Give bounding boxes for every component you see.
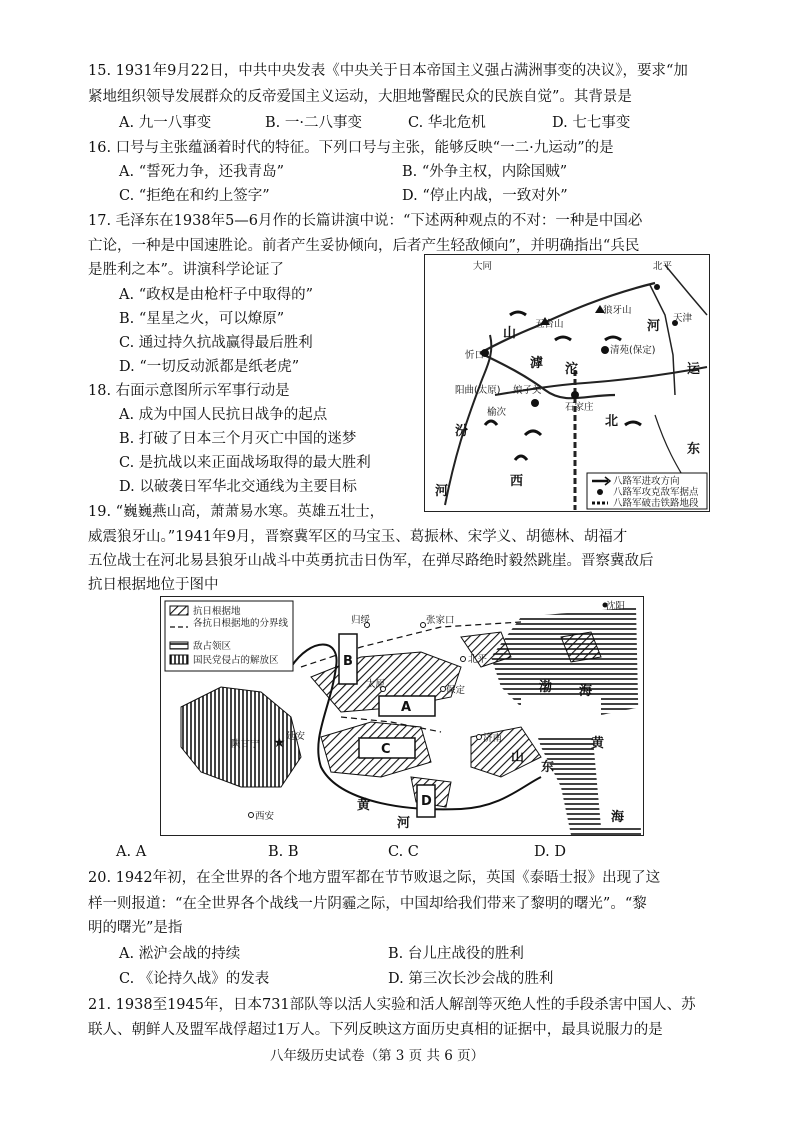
q20-option-b: B. 台儿庄战役的胜利: [388, 946, 524, 962]
map2-label-jinan: 济南: [483, 733, 503, 744]
q17-option-a: A. “政权是由枪杆子中取得的”: [119, 287, 314, 303]
q17-option-c: C. 通过持久抗战赢得最后胜利: [119, 335, 313, 351]
map2-label-guisui: 归绥: [351, 615, 371, 626]
q20-option-d: D. 第三次长沙会战的胜利: [388, 971, 554, 987]
map1-label-yuci: 榆次: [487, 407, 507, 418]
map2-label-shan: 山: [511, 750, 525, 765]
q18-option-c: C. 是抗战以来正面战场取得的最大胜利: [119, 455, 371, 471]
map2-legend-enemy: 敌占领区: [193, 641, 232, 652]
map2-box-a: A: [401, 700, 412, 715]
map1-label-fen: 汾: [455, 424, 469, 439]
map2-box-c: C: [381, 742, 391, 757]
q16-stem: 16. 口号与主张蕴涵着时代的特征。下列口号与主张，能够反映“一二·九运动”的是: [88, 140, 614, 156]
q17-option-d: D. “一切反动派都是纸老虎”: [119, 359, 300, 375]
map2-label-shanganning: 陕甘宁: [231, 739, 260, 750]
q16-option-d: D. “停止内战，一致对外”: [402, 188, 568, 204]
q19-option-b: B. B: [268, 844, 299, 860]
map1-label-beiping: 北平: [653, 261, 673, 272]
q15-stem-line1: 15. 1931年9月22日，中共中央发表《中央关于日本帝国主义强占满洲事变的决议》，要求“加: [88, 63, 688, 79]
q19-stem-line4: 抗日根据地位于图中: [88, 577, 219, 593]
map2-label-hai2: 海: [611, 810, 625, 825]
q15-stem-line2: 紧地组织领导发展群众的反帝爱国主义运动，大胆地警醒民众的民族自觉”。其背景是: [88, 89, 632, 105]
map2-label-taiyuan: 太原: [366, 679, 386, 690]
map2-legend-base: 抗日根据地: [193, 606, 241, 617]
q21-stem-line2: 联人、朝鲜人及盟军战俘超过1万人。下列反映这方面历史真相的证据中，最具说服力的是: [88, 1022, 663, 1038]
base-areas-map: [160, 596, 644, 836]
q20-stem-line1: 20. 1942年初，在全世界的各个地方盟军都在节节败退之际，英国《泰晤士报》出现了这: [88, 870, 661, 886]
map2-label-huang: 黄: [591, 736, 605, 751]
map1-legend-attack: 八路军进攻方向: [613, 476, 680, 487]
map1-label-xinkou: 忻口: [465, 350, 485, 361]
q18-option-d: D. 以破袭日军华北交通线为主要目标: [119, 479, 357, 495]
map1-label-wutaishan: 五台山: [535, 319, 564, 330]
q17-stem-line1: 17. 毛泽东在1938年5—6月作的长篇讲演中说：“下述两种观点的不对：一种是中国必: [88, 213, 643, 229]
map1-label-xi: 西: [510, 474, 524, 489]
q15-option-c: C. 华北危机: [408, 115, 486, 131]
map1-label-dong: 东: [687, 442, 701, 457]
map1-legend-railway: 八路军破击铁路地段: [613, 498, 699, 509]
q18-option-b: B. 打破了日本三个月灭亡中国的迷梦: [119, 431, 357, 447]
q15-option-b: B. 一·二八事变: [265, 115, 362, 131]
map1-label-he2: 河: [435, 484, 449, 499]
q17-stem-line3: 是胜利之本”。讲演科学论证了: [88, 262, 284, 278]
q17-stem-line2: 亡论，一种是中国速胜论。前者产生妥协倾向，后者产生轻敌倾向”，并明确指出“兵民: [88, 238, 640, 254]
map1-label-shan: 山: [503, 326, 517, 341]
map2-legend-boundary: 各抗日根据地的分界线: [193, 618, 289, 629]
q16-option-b: B. “外争主权，内除国贼”: [402, 164, 568, 180]
map2-box-d: D: [421, 794, 432, 809]
map1-label-bei: 北: [605, 414, 619, 429]
map2-label-yanan: 延安: [286, 731, 306, 742]
q15-option-d: D. 七七事变: [552, 115, 631, 131]
map1-label-yangqu: 阳曲(太原): [455, 385, 501, 396]
page-footer: 八年级历史试卷（第 3 页 共 6 页）: [270, 1048, 485, 1064]
q19-stem-line2: 威震狼牙山。”1941年9月，晋察冀军区的马宝玉、葛振林、宋学义、胡德林、胡福才: [88, 529, 628, 545]
map2-label-zhangjiakou: 张家口: [426, 615, 455, 626]
map1-label-qingyuan: 清苑(保定): [610, 345, 656, 356]
map1-label-datong: 大同: [473, 261, 493, 272]
military-map: [424, 254, 710, 512]
map2-label-bo: 渤: [539, 680, 553, 695]
q19-stem-line3: 五位战士在河北易县狼牙山战斗中英勇抗击日伪军，在弹尽路绝时毅然跳崖。晋察冀敌后: [88, 553, 654, 569]
q15-option-a: A. 九一八事变: [119, 115, 212, 131]
q20-option-c: C. 《论持久战》的发表: [119, 971, 270, 987]
q18-stem: 18. 右面示意图所示军事行动是: [88, 383, 290, 399]
map2-label-hai: 海: [579, 684, 593, 699]
map2-label-he: 河: [397, 816, 411, 831]
q19-option-c: C. C: [388, 844, 419, 860]
map2-yanan-star: ★: [273, 735, 286, 751]
map1-label-niangziguan: 娘子关: [513, 385, 542, 396]
map1-label-yun: 运: [687, 362, 701, 377]
map1-label-langyashan: 狼牙山: [603, 305, 632, 316]
map2-label-dong: 东: [541, 760, 555, 775]
map1-label-tianjin: 天津: [673, 313, 693, 324]
q19-option-a: A. A: [116, 844, 147, 860]
map2-box-b: B: [343, 654, 353, 669]
q20-stem-line3: 明的曙光”是指: [88, 920, 183, 936]
map1-legend-stronghold: 八路军攻克敌军据点: [613, 487, 699, 498]
q20-option-a: A. 淞沪会战的持续: [119, 946, 241, 962]
map2-label-beiping: 北平: [468, 654, 488, 665]
q18-option-a: A. 成为中国人民抗日战争的起点: [119, 407, 328, 423]
q19-stem-line1: 19. “巍巍燕山高，萧萧易水寒。英雄五壮士，: [88, 504, 385, 520]
map1-label-hu: 滹: [530, 356, 544, 371]
map2-label-xian: 西安: [255, 811, 275, 822]
map1-label-tuo: 沱: [565, 362, 579, 377]
map2-label-huang2: 黄: [357, 798, 371, 813]
map1-label-he: 河: [647, 319, 661, 334]
map2-legend-kmt: 国民党侵占的解放区: [193, 655, 279, 666]
q21-stem-line1: 21. 1938至1945年，日本731部队等以活人实验和活人解剖等灭绝人性的手段杀害中国人、苏: [88, 997, 696, 1013]
map2-label-shenyang: 沈阳: [606, 601, 626, 612]
map1-label-shijiazhuang: 石家庄: [565, 402, 594, 413]
q19-option-d: D. D: [534, 844, 566, 860]
q16-option-a: A. “誓死力争，还我青岛”: [119, 164, 285, 180]
q17-option-b: B. “星星之火，可以燎原”: [119, 311, 285, 327]
map2-label-baoding: 保定: [446, 685, 466, 696]
q20-stem-line2: 样一则报道：“在全世界各个战线一片阴霾之际，中国却给我们带来了黎明的曙光”。“黎: [88, 896, 647, 912]
q16-option-c: C. “拒绝在和约上签字”: [119, 188, 270, 204]
